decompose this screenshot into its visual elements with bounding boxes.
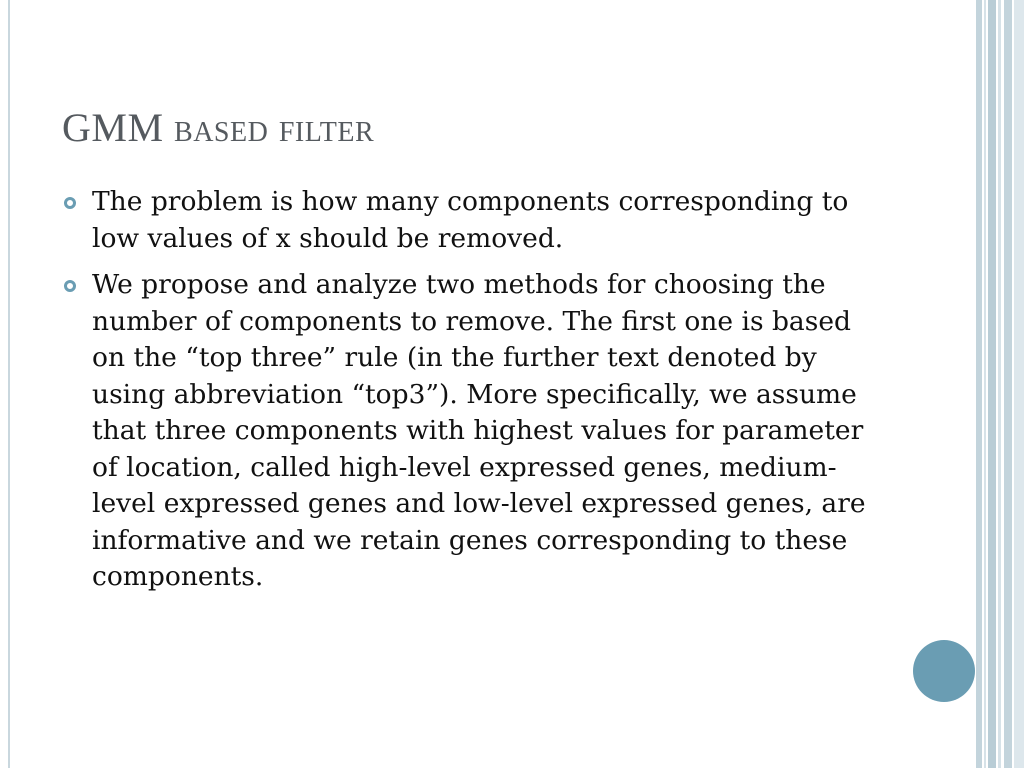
- right-decorative-stripe: [998, 0, 1001, 768]
- right-decorative-stripe: [976, 0, 982, 768]
- right-decorative-stripe: [1014, 0, 1024, 768]
- ring-bullet-icon: [64, 197, 76, 209]
- bullet-text: We propose and analyze two methods for choosing the number of components to remove. The first one is based on the “top three” rule (in the further text denoted by using abbreviation “top3”). More specifically, we assume that three components with highest values for parameter of location, called high-level expressed genes, medium-level expressed genes and low-level expressed genes, are informative and we retain genes corresponding to these components.: [92, 269, 866, 592]
- slide-title-main: GMM: [62, 105, 164, 150]
- slide-title: [62, 104, 374, 151]
- bullet-list: [60, 184, 880, 606]
- right-decorative-stripe: [984, 0, 986, 768]
- right-decorative-stripe: [1004, 0, 1012, 768]
- ring-bullet-icon: [64, 280, 76, 292]
- bullet-text: The problem is how many components corresponding to low values of x should be removed.: [92, 186, 849, 254]
- decorative-circle-icon: [913, 640, 975, 702]
- left-border-rule: [8, 0, 10, 768]
- bullet-item: [60, 184, 880, 257]
- right-decorative-stripe: [988, 0, 996, 768]
- slide-title-rest: based filter: [174, 105, 375, 150]
- bullet-item: [60, 267, 880, 596]
